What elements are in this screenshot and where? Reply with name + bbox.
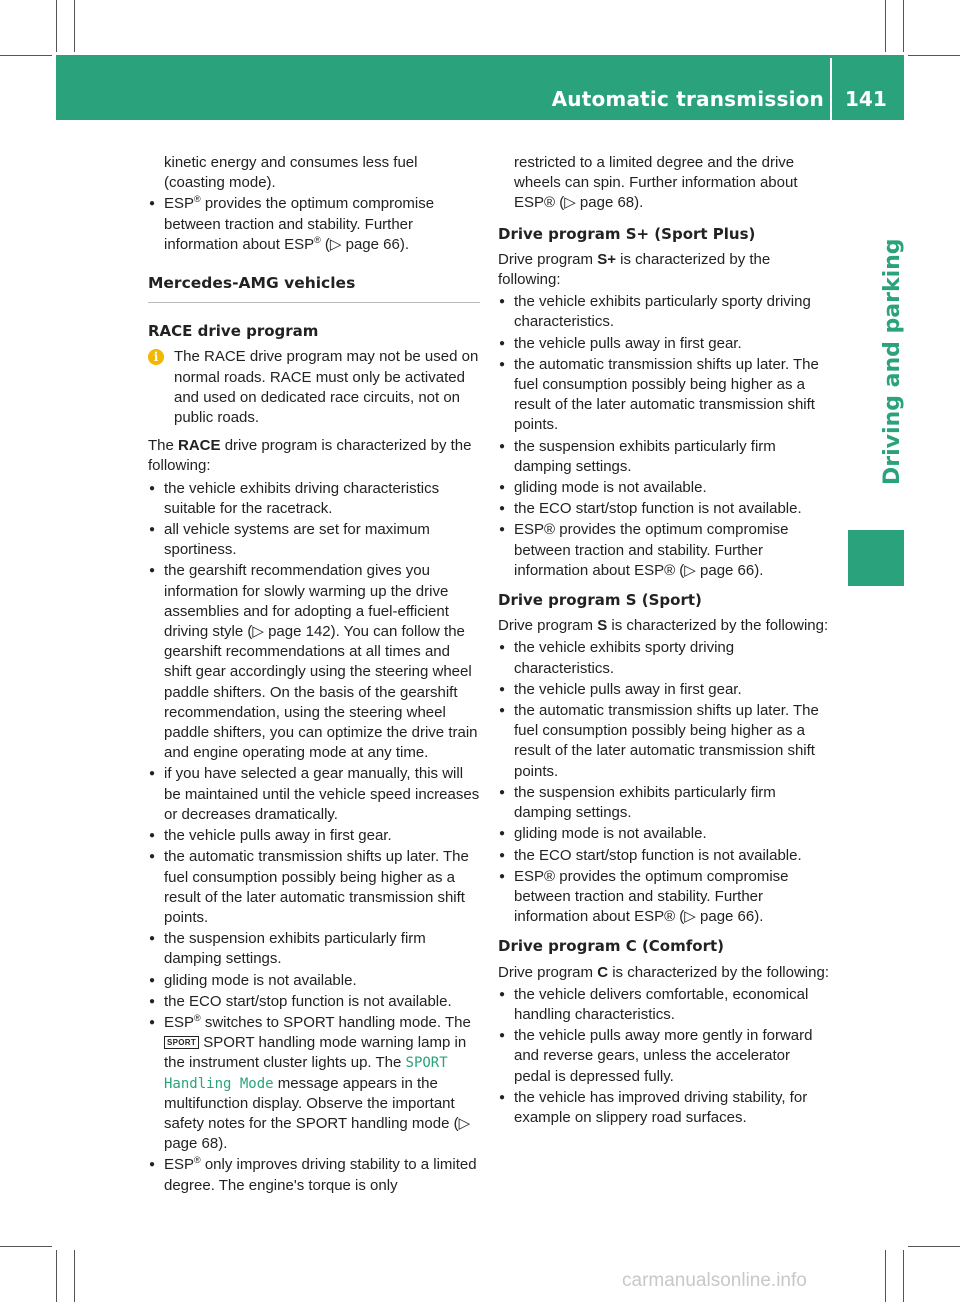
continued-text: restricted to a limited degree and the drive wheels can spin. Further information about ESP® (▷ page 68). <box>514 154 798 212</box>
list-item: ● the vehicle exhibits driving characteristics suitable for the racetrack. <box>148 479 480 519</box>
comfort-heading: Drive program C (Comfort) <box>498 937 724 956</box>
list-item: ● ESP® provides the optimum compromise between traction and stability. Further information about ESP® (▷ page 66). <box>498 867 830 928</box>
crop-mark <box>903 0 904 52</box>
crop-mark <box>74 0 75 52</box>
watermark: carmanualsonline.info <box>622 1270 807 1291</box>
page-number: 141 <box>845 87 887 111</box>
crop-mark <box>885 0 886 52</box>
header-separator <box>830 58 832 120</box>
list-item: ● the vehicle exhibits particularly sporty driving characteristics. <box>498 292 830 332</box>
list-item: ● the vehicle has improved driving stability, for example on slippery road surfaces. <box>498 1088 830 1128</box>
list-item: ● the automatic transmission shifts up later. The fuel consumption possibly being higher as a result of the later automatic transmission shift points. <box>148 847 480 928</box>
list-item: ● the suspension exhibits particularly firm damping settings. <box>498 783 830 823</box>
splus-heading: Drive program S+ (Sport Plus) <box>498 224 756 243</box>
sport-warning-icon: SPORT <box>164 1036 199 1049</box>
list-item: ● the vehicle pulls away more gently in forward and reverse gears, unless the accelerator pedal is depressed fully. <box>498 1026 830 1087</box>
list-item: ● the gearshift recommendation gives you information for slowly warming up the drive assemblies and for adopting a fuel-efficient driving style (▷ page 142). You can follow the gearshift recommendations at all times and shift gear accordingly using the steering wheel paddle shifters. On the basis of the gearshift recommendation, using the steering wheel paddle shifters, you can optimize the drive train and engine operating mode at any time. <box>148 561 480 763</box>
display-message: SPORT Handling Mode <box>164 1055 448 1092</box>
crop-mark <box>56 1250 57 1302</box>
list-item: ● the vehicle delivers comfortable, economical handling characteristics. <box>498 985 830 1025</box>
list-item: ● the ECO start/stop function is not available. <box>148 992 480 1012</box>
section-heading: Mercedes-AMG vehicles <box>148 273 480 303</box>
list-item: ● gliding mode is not available. <box>148 971 480 991</box>
info-note: i The RACE drive program may not be used on normal roads. RACE must only be activated and used on dedicated race circuits, not on public roads. <box>148 347 480 428</box>
header-title: Automatic transmission <box>551 87 824 111</box>
list-item: ● gliding mode is not available. <box>498 478 830 498</box>
side-tab-marker <box>848 530 904 586</box>
list-item: ● the vehicle exhibits sporty driving characteristics. <box>498 638 830 678</box>
list-item: ● gliding mode is not available. <box>498 824 830 844</box>
list-item: ● ESP® provides the optimum compromise between traction and stability. Further information about ESP® (▷ page 66). <box>148 194 480 255</box>
list-item: ● the automatic transmission shifts up later. The fuel consumption possibly being higher as a result of the later automatic transmission shift points. <box>498 701 830 782</box>
list-item: ● the vehicle pulls away in first gear. <box>498 680 830 700</box>
crop-mark <box>908 55 960 56</box>
race-heading: RACE drive program <box>148 322 319 341</box>
splus-intro: Drive program S+ is characterized by the following: <box>498 250 771 289</box>
crop-mark <box>903 1250 904 1302</box>
info-icon: i <box>148 349 164 365</box>
crop-mark <box>0 1246 52 1247</box>
crop-mark <box>885 1250 886 1302</box>
intro-line: (coasting mode). <box>164 174 276 192</box>
left-column <box>148 153 480 1197</box>
list-item: ● the vehicle pulls away in first gear. <box>148 826 480 846</box>
race-intro: The RACE drive program is characterized by the following: <box>148 437 472 475</box>
list-item: ● if you have selected a gear manually, this will be maintained until the vehicle speed increases or decreases dramatically. <box>148 764 480 825</box>
list-item: ● ESP® switches to SPORT handling mode. The SPORT SPORT handling mode warning lamp in the instrument cluster lights up. The SPORT Handling Mode message appears in the multifunction display. Observe the important safety notes for the SPORT handling mode (▷ page 68). <box>148 1013 480 1154</box>
intro-line: kinetic energy and consumes less fuel <box>164 154 418 171</box>
sport-heading: Drive program S (Sport) <box>498 591 702 610</box>
list-item: ● the suspension exhibits particularly firm damping settings. <box>148 929 480 969</box>
list-item: ● the vehicle pulls away in first gear. <box>498 334 830 354</box>
right-column <box>498 153 830 1129</box>
list-item: ● the suspension exhibits particularly firm damping settings. <box>498 437 830 477</box>
side-tab-label: Driving and parking <box>880 238 905 485</box>
list-item: ● the ECO start/stop function is not available. <box>498 846 830 866</box>
comfort-intro: Drive program C is characterized by the following: <box>498 963 829 981</box>
list-item: ● all vehicle systems are set for maximum sportiness. <box>148 520 480 560</box>
crop-mark <box>56 0 57 52</box>
crop-mark <box>908 1246 960 1247</box>
sport-intro: Drive program S is characterized by the following: <box>498 617 829 635</box>
list-item: ● ESP® only improves driving stability to a limited degree. The engine's torque is only <box>148 1155 480 1195</box>
list-item: ● the ECO start/stop function is not available. <box>498 499 830 519</box>
crop-mark <box>74 1250 75 1302</box>
list-item: ● ESP® provides the optimum compromise between traction and stability. Further information about ESP® (▷ page 66). <box>498 520 830 581</box>
crop-mark <box>0 55 52 56</box>
list-item: ● the automatic transmission shifts up later. The fuel consumption possibly being higher as a result of the later automatic transmission shift points. <box>498 355 830 436</box>
